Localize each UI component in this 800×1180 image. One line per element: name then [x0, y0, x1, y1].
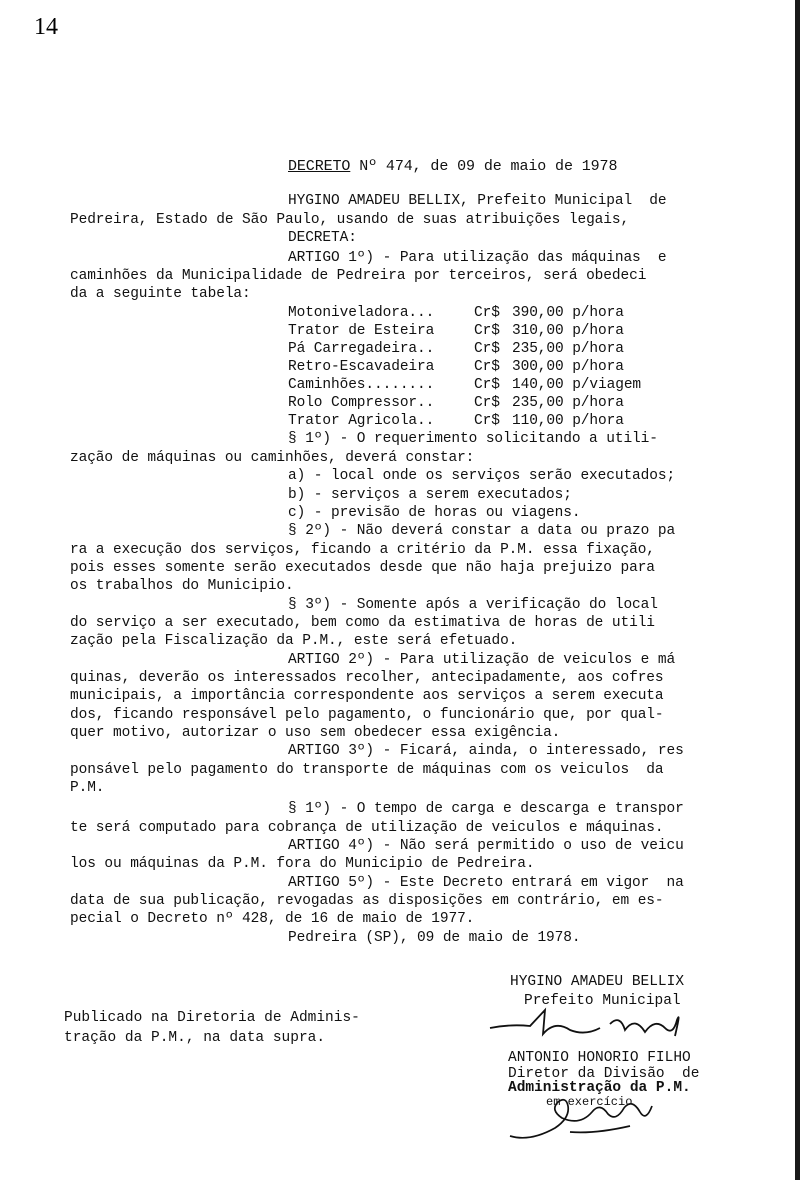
text-line: ra a execução dos serviços, ficando a critério da P.M. essa fixação, [70, 542, 655, 558]
table-currency: Cr$ [474, 305, 500, 321]
decreta-heading: DECRETA: [288, 230, 357, 246]
table-currency: Cr$ [474, 323, 500, 339]
text-line: P.M. [70, 780, 105, 796]
article-5: ARTIGO 5º) - Este Decreto entrará em vigor na [288, 875, 684, 891]
table-value: 310,00 p/hora [512, 323, 624, 339]
table-value: 300,00 p/hora [512, 359, 624, 375]
mayor-title: Prefeito Municipal [524, 993, 681, 1009]
table-item: Motoniveladora... [288, 305, 435, 321]
text-line: te será computado para cobrança de utilização de veiculos e máquinas. [70, 820, 664, 836]
publication-line-2: tração da P.M., na data supra. [64, 1030, 326, 1046]
article-2: ARTIGO 2º) - Para utilização de veiculos e má [288, 652, 676, 668]
table-currency: Cr$ [474, 377, 500, 393]
director-note: em exercício [546, 1095, 633, 1109]
text-line: Pedreira, Estado de São Paulo, usando de suas atribuições legais, [70, 212, 630, 228]
decree-title [288, 158, 617, 175]
article-3: ARTIGO 3º) - Ficará, ainda, o interessado, res [288, 743, 684, 759]
publication-line-1: Publicado na Diretoria de Adminis- [64, 1010, 360, 1026]
director-title-line-1: Diretor da Divisão de [508, 1066, 700, 1082]
table-value: 235,00 p/hora [512, 341, 624, 357]
text-line: do serviço a ser executado, bem como da estimativa de horas de utili [70, 615, 655, 631]
table-value: 110,00 p/hora [512, 413, 624, 429]
table-currency: Cr$ [474, 359, 500, 375]
article-3-paragraph-1: § 1º) - O tempo de carga e descarga e transpor [288, 801, 684, 817]
text-line: los ou máquinas da P.M. fora do Municipio de Pedreira. [70, 856, 535, 872]
list-item: b) - serviços a serem executados; [288, 487, 572, 503]
article-4: ARTIGO 4º) - Não será permitido o uso de veicu [288, 838, 684, 854]
text-line: caminhões da Municipalidade de Pedreira por terceiros, será obedeci [70, 268, 647, 284]
director-signature-icon [500, 1088, 670, 1148]
list-item: a) - local onde os serviços serão executados; [288, 468, 676, 484]
table-value: 390,00 p/hora [512, 305, 624, 321]
scan-edge [795, 0, 800, 1180]
list-item: c) - previsão de horas ou viagens. [288, 505, 581, 521]
table-item: Trator de Esteira [288, 323, 435, 339]
mayor-intro: HYGINO AMADEU BELLIX, Prefeito Municipal de [288, 193, 667, 209]
text-line: quinas, deverão os interessados recolher, antecipadamente, aos cofres [70, 670, 664, 686]
text-line: data de sua publicação, revogadas as disposições em contrário, em es- [70, 893, 664, 909]
text-line: zação de máquinas ou caminhões, deverá constar: [70, 450, 475, 466]
date-place: Pedreira (SP), 09 de maio de 1978. [288, 930, 581, 946]
text-line: os trabalhos do Municipio. [70, 578, 294, 594]
table-value: 235,00 p/hora [512, 395, 624, 411]
table-value: 140,00 p/viagem [512, 377, 642, 393]
decree-title-rest: Nº 474, de 09 de maio de 1978 [350, 158, 618, 175]
article-1: ARTIGO 1º) - Para utilização das máquinas e [288, 250, 667, 266]
text-line: quer motivo, autorizar o uso sem obedecer essa exigência. [70, 725, 561, 741]
table-currency: Cr$ [474, 341, 500, 357]
director-name: ANTONIO HONORIO FILHO [508, 1050, 691, 1066]
text-line: zação pela Fiscalização da P.M., este será efetuado. [70, 633, 518, 649]
table-item: Caminhões........ [288, 377, 435, 393]
text-line: pois esses somente serão executados desde que não haja prejuizo para [70, 560, 655, 576]
text-line: da a seguinte tabela: [70, 286, 251, 302]
paragraph-3: § 3º) - Somente após a verificação do local [288, 597, 658, 613]
paragraph-2: § 2º) - Não deverá constar a data ou prazo pa [288, 523, 676, 539]
mayor-name: HYGINO AMADEU BELLIX [510, 974, 685, 990]
table-row [288, 305, 434, 322]
table-item: Retro-Escavadeira [288, 359, 435, 375]
mayor-signature-icon [485, 1006, 695, 1046]
page-number: 14 [34, 14, 58, 40]
text-line: pecial o Decreto nº 428, de 16 de maio de 1977. [70, 911, 475, 927]
text-line: ponsável pelo pagamento do transporte de máquinas com os veiculos da [70, 762, 664, 778]
table-item: Trator Agricola.. [288, 413, 435, 429]
table-currency: Cr$ [474, 395, 500, 411]
table-item: Rolo Compressor.. [288, 395, 435, 411]
decree-title-prefix: DECRETO [288, 158, 351, 175]
director-title-line-2: Administração da P.M. [508, 1080, 691, 1096]
table-item: Pá Carregadeira.. [288, 341, 435, 357]
paragraph-1: § 1º) - O requerimento solicitando a utili- [288, 431, 658, 447]
text-line: municipais, a importância correspondente aos serviços a serem executa [70, 688, 664, 704]
table-currency: Cr$ [474, 413, 500, 429]
text-line: dos, ficando responsável pelo pagamento, o funcionário que, por qual- [70, 707, 664, 723]
